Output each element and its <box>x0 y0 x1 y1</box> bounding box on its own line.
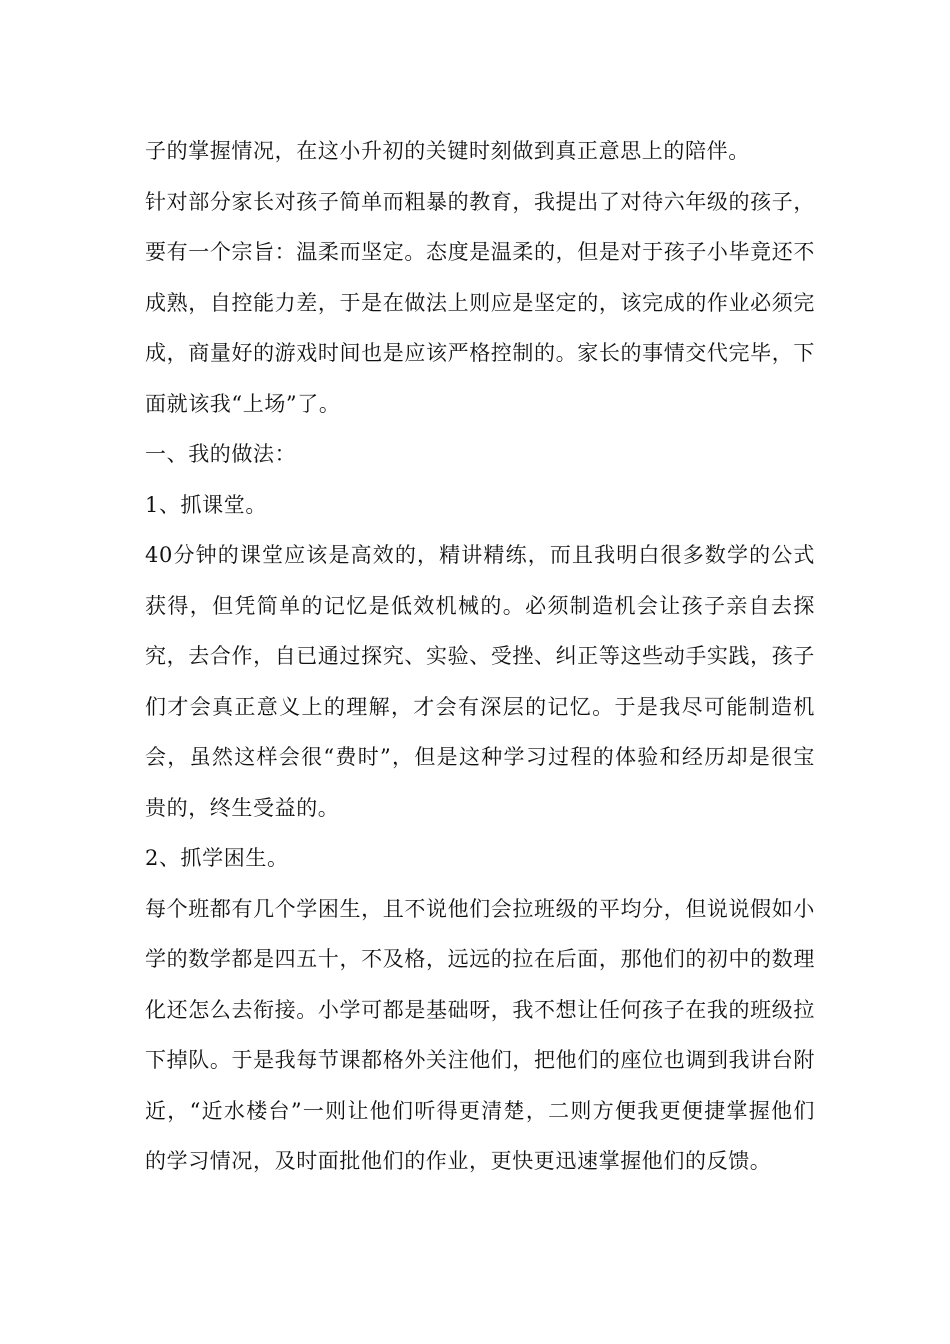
document-body <box>145 126 815 1187</box>
paragraph-struggling-students: 每个班都有几个学困生，且不说他们会拉班级的平均分，但说说假如小学的数学都是四五十，不及格，远远的拉在后面，那他们的初中的数理化还怎么去衔接。小学可都是基础呀，我不想让任何孩子在我的班级拉下掉队。于是我每节课都格外关注他们，把他们的座位也调到我讲台附近，“近水楼台”一则让他们听得更清楚，二则方便我更便捷掌握他们的学习情况，及时面批他们的作业，更快更迅速掌握他们的反馈。 <box>145 896 815 1173</box>
subheading-struggling-students: 2、抓学困生。 <box>145 846 289 870</box>
subheading-classroom: 1、抓课堂。 <box>145 492 267 517</box>
paragraph-classroom: 40分钟的课堂应该是高效的，精讲精练，而且我明白很多数学的公式获得，但凭简单的记忆是低效机械的。必须制造机会让孩子亲自去探究，去合作，自已通过探究、实验、受挫、纠正等这些动手实践，孩子们才会真正意义上的理解，才会有深层的记忆。于是我尽可能制造机会，虽然这样会很“费时”，但是这种学习过程的体验和经历却是很宝贵的，终生受益的。 <box>145 543 815 820</box>
section-heading-my-approach: 一、我的做法： <box>145 442 297 466</box>
paragraph-parent-guidance: 针对部分家长对孩子简单而粗暴的教育，我提出了对待六年级的孩子，要有一个宗旨：温柔而坚定。态度是温柔的，但是对于孩子小毕竟还不成熟，自控能力差，于是在做法上则应是坚定的，该完成的作业必须完成，商量好的游戏时间也是应该严格控制的。家长的事情交代完毕，下面就该我“上场”了。 <box>145 189 815 416</box>
paragraph-continuation: 子的掌握情况，在这小升初的关键时刻做到真正意思上的陪伴。 <box>145 139 750 163</box>
